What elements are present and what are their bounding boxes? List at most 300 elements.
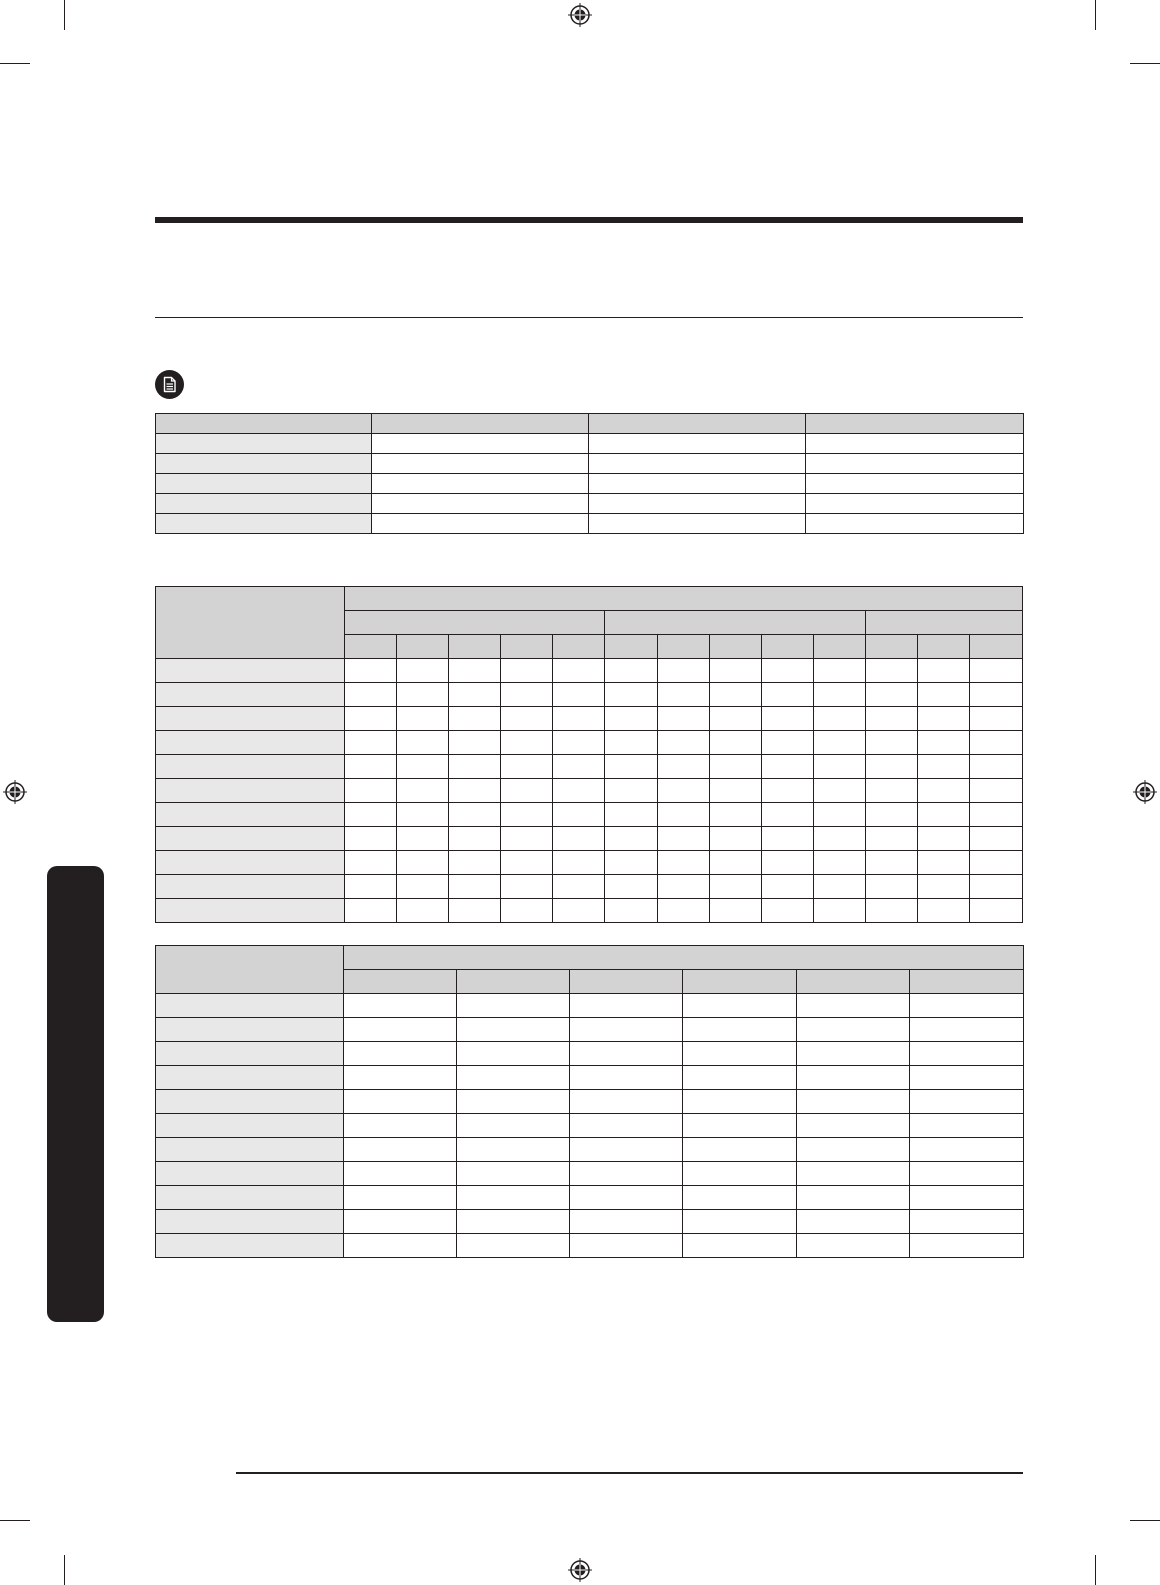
table-cell <box>344 1042 457 1066</box>
table-cell <box>683 1114 797 1138</box>
table-cell <box>709 851 761 875</box>
table-subheader-cell <box>457 970 570 994</box>
table-cell <box>709 779 761 803</box>
table-cell <box>866 755 918 779</box>
table-cell <box>372 494 589 514</box>
table-cell <box>866 827 918 851</box>
table-cell <box>457 1066 570 1090</box>
table-subheader-cell <box>501 635 553 659</box>
table-cell <box>448 779 500 803</box>
table-cell <box>814 803 866 827</box>
table-cell <box>761 851 813 875</box>
table-cell <box>570 1090 683 1114</box>
table-cell <box>344 1138 457 1162</box>
table-cell <box>683 1162 797 1186</box>
table-cell <box>910 1210 1024 1234</box>
row-header-cell <box>156 474 372 494</box>
table-row <box>156 707 1023 731</box>
table-cell <box>396 683 448 707</box>
table-cell <box>553 827 605 851</box>
table-cell <box>344 1210 457 1234</box>
row-header-cell <box>156 1066 344 1090</box>
table-cell <box>344 851 396 875</box>
table-cell <box>797 1066 910 1090</box>
table-cell <box>761 731 813 755</box>
table-subheader-cell <box>553 635 605 659</box>
table-cell <box>683 1066 797 1090</box>
table-cell <box>657 707 709 731</box>
crop-mark-bottom-left <box>64 1555 65 1585</box>
table-cell <box>866 875 918 899</box>
table-cell <box>866 779 918 803</box>
table-cell <box>918 755 970 779</box>
table-cell <box>501 659 553 683</box>
row-header-cell <box>156 899 345 923</box>
table-cell <box>797 1186 910 1210</box>
table-cell <box>553 731 605 755</box>
table-cell <box>814 827 866 851</box>
table-cell <box>396 659 448 683</box>
table-cell <box>806 454 1024 474</box>
table-cell <box>589 434 806 454</box>
table-3 <box>155 945 1024 1258</box>
table-2 <box>155 586 1023 923</box>
table-row <box>156 1210 1024 1234</box>
table-cell <box>797 1234 910 1258</box>
table-header-cell <box>372 414 589 434</box>
table-cell <box>918 731 970 755</box>
table-subheader-cell <box>344 970 457 994</box>
table-cell <box>553 683 605 707</box>
crop-mark-top-right-h <box>1130 63 1160 64</box>
table-cell <box>457 1018 570 1042</box>
crop-mark-bottom-right-h <box>1130 1520 1160 1521</box>
crop-mark-top-left-h <box>0 63 30 64</box>
row-header-cell <box>156 875 345 899</box>
table-header-row <box>156 587 1023 611</box>
table-cell <box>372 514 589 534</box>
row-header-cell <box>156 827 345 851</box>
table-cell <box>910 994 1024 1018</box>
table-cell <box>910 1162 1024 1186</box>
table-header-row <box>156 946 1024 970</box>
table-cell <box>457 1234 570 1258</box>
table-row <box>156 1114 1024 1138</box>
table-cell <box>344 755 396 779</box>
table-cell <box>501 803 553 827</box>
table-cell <box>709 659 761 683</box>
table-cell <box>970 851 1023 875</box>
table-cell <box>709 875 761 899</box>
table-row <box>156 731 1023 755</box>
table-subheader-cell <box>814 635 866 659</box>
table-cell <box>605 731 657 755</box>
table-subheader-cell <box>709 635 761 659</box>
table-cell <box>918 899 970 923</box>
table-cell <box>683 1042 797 1066</box>
table-cell <box>814 851 866 875</box>
table-cell <box>457 1162 570 1186</box>
table-cell <box>709 755 761 779</box>
row-header-cell <box>156 454 372 474</box>
row-header-cell <box>156 494 372 514</box>
table-cell <box>570 1162 683 1186</box>
table-row <box>156 1138 1024 1162</box>
table-cell <box>396 899 448 923</box>
table-cell <box>372 434 589 454</box>
table-cell <box>970 683 1023 707</box>
table-cell <box>683 1138 797 1162</box>
table-cell <box>806 514 1024 534</box>
table-cell <box>866 899 918 923</box>
table-cell <box>866 851 918 875</box>
table-cell <box>501 731 553 755</box>
row-header-cell <box>156 1042 344 1066</box>
row-header-cell <box>156 851 345 875</box>
table-cell <box>605 827 657 851</box>
table-cell <box>570 1066 683 1090</box>
row-header-cell <box>156 514 372 534</box>
table-1 <box>155 413 1024 534</box>
table-row <box>156 1018 1024 1042</box>
table-cell <box>761 779 813 803</box>
table-cell <box>814 779 866 803</box>
note-document-icon <box>155 370 184 399</box>
table-cell <box>814 683 866 707</box>
table-cell <box>501 755 553 779</box>
table-row <box>156 1042 1024 1066</box>
table-row <box>156 1090 1024 1114</box>
table-cell <box>910 1234 1024 1258</box>
table-cell <box>553 803 605 827</box>
table-header-span-cell <box>344 587 1022 611</box>
table-cell <box>553 899 605 923</box>
table-cell <box>344 1018 457 1042</box>
table-cell <box>970 707 1023 731</box>
table-group-header-cell <box>344 611 605 635</box>
table-cell <box>448 731 500 755</box>
table-group-header-cell <box>866 611 1023 635</box>
table-cell <box>457 1042 570 1066</box>
table-cell <box>396 827 448 851</box>
table-cell <box>910 1138 1024 1162</box>
table-cell <box>683 1210 797 1234</box>
table-row <box>156 899 1023 923</box>
table-cell <box>657 659 709 683</box>
table-row <box>156 1234 1024 1258</box>
table-cell <box>866 731 918 755</box>
table-cell <box>344 899 396 923</box>
table-row <box>156 1186 1024 1210</box>
table-cell <box>344 707 396 731</box>
table-cell <box>589 474 806 494</box>
table-cell <box>344 683 396 707</box>
table-header-cell <box>589 414 806 434</box>
table-cell <box>797 994 910 1018</box>
table-cell <box>570 1114 683 1138</box>
table-cell <box>970 731 1023 755</box>
table-cell <box>457 994 570 1018</box>
table-cell <box>657 803 709 827</box>
table-cell <box>709 899 761 923</box>
registration-mark-top-icon <box>568 3 592 27</box>
table-cell <box>910 1090 1024 1114</box>
row-header-cell <box>156 1210 344 1234</box>
registration-mark-left-icon <box>3 780 27 804</box>
table-cell <box>657 875 709 899</box>
table-cell <box>918 803 970 827</box>
table-cell <box>970 899 1023 923</box>
table-cell <box>344 1114 457 1138</box>
table-row <box>156 454 1024 474</box>
table-cell <box>797 1114 910 1138</box>
table-cell <box>806 494 1024 514</box>
table-cell <box>657 755 709 779</box>
registration-mark-bottom-icon <box>568 1558 592 1582</box>
row-header-cell <box>156 1186 344 1210</box>
table-cell <box>501 707 553 731</box>
table-cell <box>605 899 657 923</box>
table-cell <box>683 1186 797 1210</box>
row-header-cell <box>156 683 345 707</box>
table-cell <box>910 1042 1024 1066</box>
table-cell <box>918 827 970 851</box>
table-row <box>156 851 1023 875</box>
table-row <box>156 1162 1024 1186</box>
table-cell <box>372 474 589 494</box>
registration-mark-right-icon <box>1133 780 1157 804</box>
table-cell <box>396 779 448 803</box>
table-cell <box>457 1138 570 1162</box>
table-cell <box>605 779 657 803</box>
table-cell <box>344 803 396 827</box>
table-cell <box>709 803 761 827</box>
table-cell <box>918 683 970 707</box>
table-cell <box>683 1018 797 1042</box>
table-cell <box>605 851 657 875</box>
table-cell <box>709 731 761 755</box>
table-cell <box>605 707 657 731</box>
table-cell <box>761 659 813 683</box>
row-header-cell <box>156 755 345 779</box>
table-cell <box>605 659 657 683</box>
table-subheader-cell <box>344 635 396 659</box>
table-cell <box>501 683 553 707</box>
table-cell <box>814 707 866 731</box>
table-cell <box>457 1114 570 1138</box>
crop-mark-top-left <box>64 0 65 30</box>
table-cell <box>970 755 1023 779</box>
table-cell <box>501 779 553 803</box>
table-cell <box>570 1210 683 1234</box>
table-cell <box>918 851 970 875</box>
table-cell <box>866 707 918 731</box>
table-cell <box>970 875 1023 899</box>
table-cell <box>553 707 605 731</box>
table-subheader-cell <box>918 635 970 659</box>
table-subheader-cell <box>570 970 683 994</box>
table-cell <box>457 1210 570 1234</box>
row-header-cell <box>156 434 372 454</box>
row-header-cell <box>156 1114 344 1138</box>
row-header-cell <box>156 779 345 803</box>
table-cell <box>570 1138 683 1162</box>
table-cell <box>448 899 500 923</box>
chapter-side-tab <box>47 866 104 1322</box>
table-subheader-cell <box>970 635 1023 659</box>
table-row <box>156 683 1023 707</box>
table-cell <box>761 755 813 779</box>
table-cell <box>344 1162 457 1186</box>
table-row <box>156 659 1023 683</box>
row-header-cell <box>156 994 344 1018</box>
table-cell <box>344 1234 457 1258</box>
table-cell <box>814 659 866 683</box>
table-cell <box>570 1042 683 1066</box>
table-row <box>156 1066 1024 1090</box>
row-header-cell <box>156 1138 344 1162</box>
table-cell <box>866 659 918 683</box>
section-heading-rule <box>155 217 1023 223</box>
table-row <box>156 827 1023 851</box>
table-2-body <box>156 659 1023 923</box>
table-header-cell <box>806 414 1024 434</box>
table-cell <box>553 779 605 803</box>
table-cell <box>806 434 1024 454</box>
table-cell <box>866 683 918 707</box>
table-cell <box>761 683 813 707</box>
table-cell <box>657 899 709 923</box>
table-row <box>156 994 1024 1018</box>
table-cell <box>910 1114 1024 1138</box>
table-cell <box>605 683 657 707</box>
table-cell <box>396 875 448 899</box>
table-subheader-cell <box>761 635 813 659</box>
table-cell <box>761 899 813 923</box>
table-cell <box>457 1090 570 1114</box>
row-header-cell <box>156 731 345 755</box>
table-cell <box>344 731 396 755</box>
table-cell <box>501 875 553 899</box>
table-cell <box>501 827 553 851</box>
table-cell <box>344 1090 457 1114</box>
table-cell <box>448 755 500 779</box>
table-cell <box>457 1186 570 1210</box>
table-corner-header-cell <box>156 946 344 994</box>
table-cell <box>761 707 813 731</box>
table-row <box>156 779 1023 803</box>
table-cell <box>797 1162 910 1186</box>
row-header-cell <box>156 803 345 827</box>
table-cell <box>448 707 500 731</box>
table-cell <box>553 875 605 899</box>
table-row <box>156 474 1024 494</box>
subsection-heading-rule <box>155 317 1023 318</box>
table-cell <box>866 803 918 827</box>
table-cell <box>657 779 709 803</box>
table-cell <box>501 899 553 923</box>
table-group-header-cell <box>605 611 866 635</box>
table-cell <box>709 827 761 851</box>
table-cell <box>657 827 709 851</box>
table-cell <box>396 755 448 779</box>
table-cell <box>970 779 1023 803</box>
table-corner-header-cell <box>156 587 345 659</box>
table-cell <box>570 1186 683 1210</box>
table-cell <box>797 1210 910 1234</box>
table-subheader-cell <box>866 635 918 659</box>
table-cell <box>910 1186 1024 1210</box>
table-cell <box>344 827 396 851</box>
row-header-cell <box>156 1162 344 1186</box>
table-cell <box>797 1090 910 1114</box>
row-header-cell <box>156 659 345 683</box>
table-cell <box>814 731 866 755</box>
table-cell <box>814 899 866 923</box>
table-cell <box>814 755 866 779</box>
table-cell <box>396 707 448 731</box>
table-cell <box>918 659 970 683</box>
table-row <box>156 494 1024 514</box>
table-cell <box>589 494 806 514</box>
table-cell <box>448 659 500 683</box>
row-header-cell <box>156 1234 344 1258</box>
table-cell <box>344 659 396 683</box>
table-cell <box>797 1042 910 1066</box>
table-header-cell <box>156 414 372 434</box>
table-subheader-cell <box>396 635 448 659</box>
table-subheader-cell <box>797 970 910 994</box>
table-row <box>156 803 1023 827</box>
table-cell <box>910 1018 1024 1042</box>
footer-rule <box>236 1472 1023 1474</box>
table-header-row <box>156 414 1024 434</box>
table-cell <box>910 1066 1024 1090</box>
table-cell <box>448 683 500 707</box>
table-cell <box>553 755 605 779</box>
table-subheader-cell <box>910 970 1024 994</box>
table-cell <box>657 683 709 707</box>
table-subheader-cell <box>448 635 500 659</box>
row-header-cell <box>156 1090 344 1114</box>
table-cell <box>344 779 396 803</box>
table-cell <box>761 827 813 851</box>
table-cell <box>806 474 1024 494</box>
table-cell <box>344 875 396 899</box>
table-cell <box>918 875 970 899</box>
table-subheader-cell <box>683 970 797 994</box>
table-cell <box>570 1234 683 1258</box>
table-cell <box>683 994 797 1018</box>
table-row <box>156 514 1024 534</box>
table-row <box>156 755 1023 779</box>
table-cell <box>970 827 1023 851</box>
table-cell <box>709 707 761 731</box>
table-cell <box>605 755 657 779</box>
table-subheader-cell <box>605 635 657 659</box>
table-cell <box>797 1138 910 1162</box>
table-cell <box>344 994 457 1018</box>
table-cell <box>448 803 500 827</box>
table-cell <box>761 803 813 827</box>
table-cell <box>553 851 605 875</box>
table-cell <box>918 707 970 731</box>
table-cell <box>396 803 448 827</box>
table-cell <box>605 803 657 827</box>
table-row <box>156 875 1023 899</box>
table-cell <box>448 827 500 851</box>
table-cell <box>448 851 500 875</box>
